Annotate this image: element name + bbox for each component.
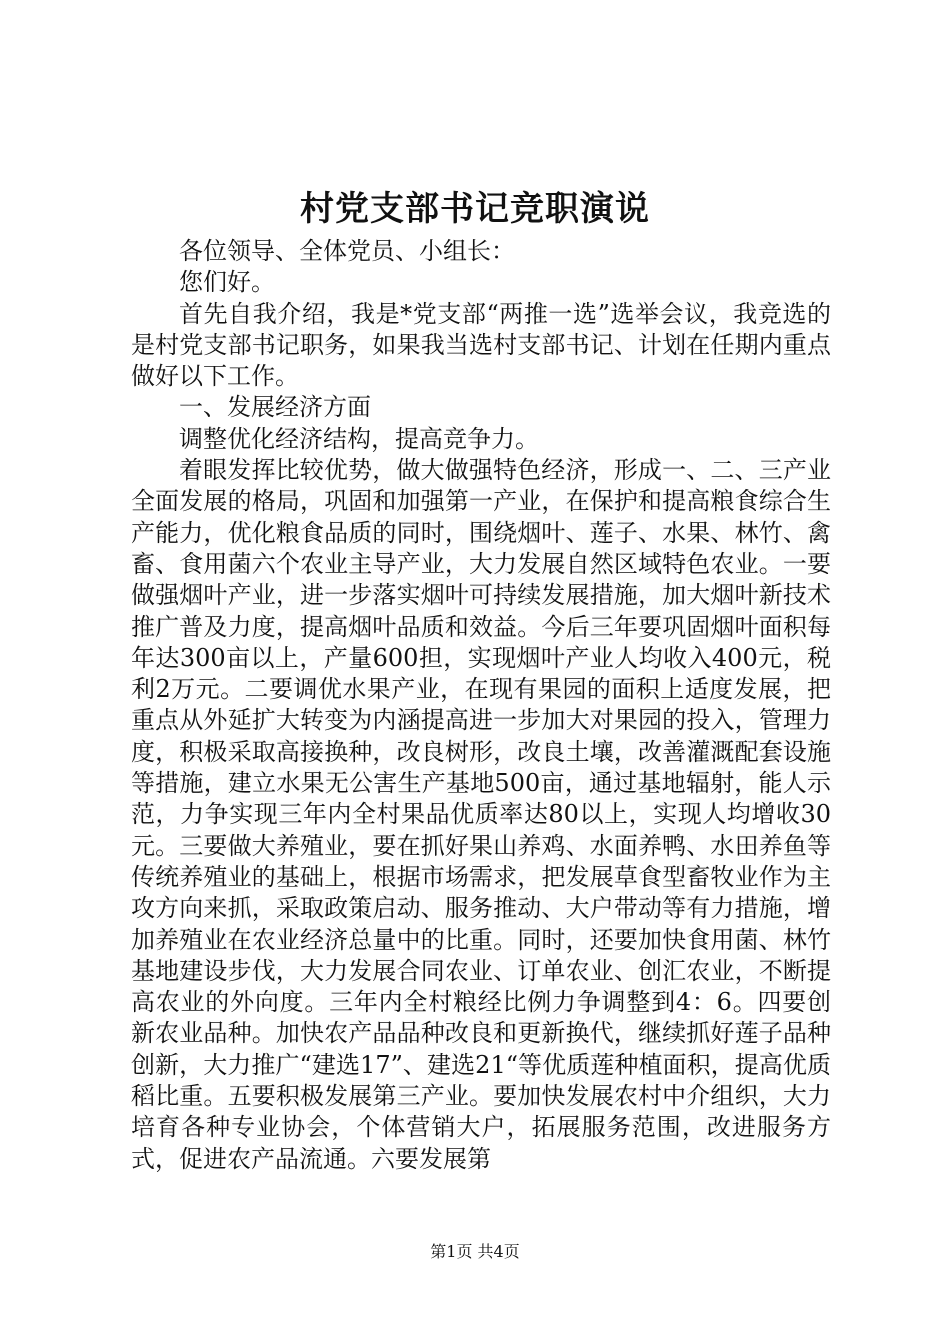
document-body [131,236,831,1175]
section-heading: 一、发展经济方面 [179,393,371,422]
salutation-paragraph: 您们好。 [179,268,275,297]
section-subheading: 调整优化经济结构，提高竞争力。 [179,424,539,453]
document-title: 村党支部书记竞职演说 [300,189,650,229]
page-number-footer: 第1页 共4页 [430,1242,520,1261]
intro-paragraph: 首先自我介绍，我是*党支部“两推一选”选举会议，我竞选的是村党支部书记职务，如果我当选村支部书记、计划在任期内重点做好以下工作。 [131,299,831,391]
greeting-paragraph: 各位领导、全体党员、小组长： [179,237,515,265]
main-paragraph: 着眼发挥比较优势，做大做强特色经济，形成一、二、三产业全面发展的格局，巩固和加强第一产业，在保护和提高粮食综合生产能力，优化粮食品质的同时，围绕烟叶、莲子、水果、林竹、禽畜、食用菌六个农业主导产业，大力发展自然区域特色农业。一要做强烟叶产业，进一步落实烟叶可持续发展措施，加大烟叶新技术推广普及力度，提高烟叶品质和效益。今后三年要巩固烟叶面积每年达300亩以上，产量600担，实现烟叶产业人均收入400元，税利2万元。二要调优水果产业，在现有果园的面积上适度发展，把重点从外延扩大转变为内涵提高进一步加大对果园的投入，管理力度，积极采取高接换种，改良树形，改良土壤，改善灌溉配套设施等措施，建立水果无公害生产基地500亩，通过基地辐射，能人示范，力争实现三年内全村果品优质率达80以上，实现人均增收30元。三要做大养殖业，要在抓好果山养鸡、水面养鸭、水田养鱼等传统养殖业的基础上，根据市场需求，把发展草食型畜牧业作为主攻方向来抓，采取政策启动、服务推动、大户带动等有力措施，增加养殖业在农业经济总量中的比重。同时，还要加快食用菌、林竹基地建设步伐，大力发展合同农业、订单农业、创汇农业，不断提高农业的外向度。三年内全村粮经比例力争调整到4：6。四要创新农业品种。加快农产品品种改良和更新换代，继续抓好莲子品种创新，大力推广“建选17”、建选21“等优质莲种植面积，提高优质稻比重。五要积极发展第三产业。要加快发展农村中介组织，大力培育各种专业协会，个体营销大户，拓展服务范围，改进服务方式，促进农产品流通。六要发展第 [131,456,831,1173]
